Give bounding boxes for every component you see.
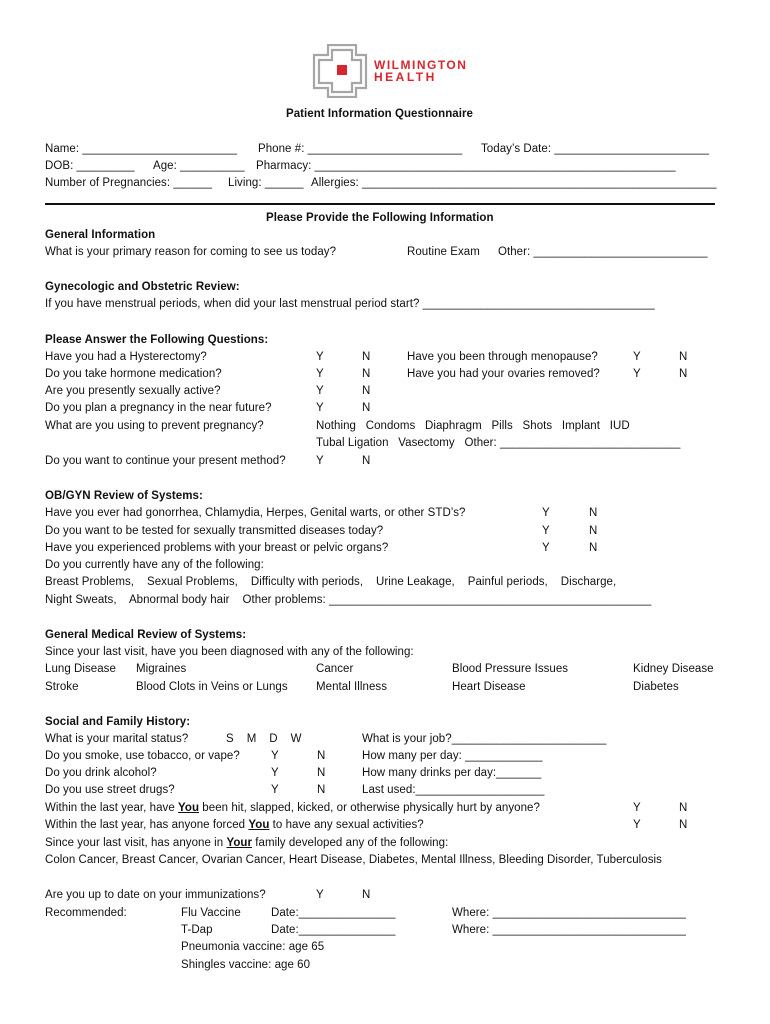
forced-you: You bbox=[248, 819, 270, 831]
gyn-heading: Gynecologic and Obstetric Review: bbox=[45, 281, 240, 293]
wilmington-health-logo bbox=[300, 44, 476, 98]
marital-question: What is your marital status? bbox=[45, 733, 189, 745]
family-your: Your bbox=[226, 837, 253, 849]
medical-heading: General Medical Review of Systems: bbox=[45, 629, 247, 641]
contraception-options-2[interactable]: Tubal Ligation Vasectomy Other: ____________________________ bbox=[316, 437, 681, 449]
physical-hurt-yes[interactable]: Y bbox=[633, 802, 641, 814]
symptoms-list[interactable]: Breast Problems, Sexual Problems, Difficulty with periods, Urine Leakage, Painful periods, Discharge, bbox=[45, 576, 617, 588]
name-field[interactable]: Name: ________________________ bbox=[45, 143, 238, 155]
marital-options[interactable]: S M D W bbox=[226, 733, 302, 745]
page-title: Patient Information Questionnaire bbox=[286, 108, 473, 120]
ovaries-no[interactable]: N bbox=[679, 368, 688, 380]
physical-hurt-you: You bbox=[178, 802, 200, 814]
prevention-question: What are you using to prevent pregnancy? bbox=[45, 420, 264, 432]
condition-mental-illness[interactable]: Mental Illness bbox=[316, 681, 388, 693]
continue-method-no[interactable]: N bbox=[362, 455, 371, 467]
age-field[interactable]: Age: __________ bbox=[153, 160, 245, 172]
immunization-yes[interactable]: Y bbox=[316, 889, 324, 901]
answer-heading: Please Answer the Following Questions: bbox=[45, 334, 269, 346]
breast-pelvic-question: Have you experienced problems with your breast or pelvic organs? bbox=[45, 542, 389, 554]
drugs-no[interactable]: N bbox=[317, 784, 326, 796]
std-test-no[interactable]: N bbox=[589, 525, 598, 537]
physical-hurt-question bbox=[45, 801, 540, 815]
std-test-yes[interactable]: Y bbox=[542, 525, 550, 537]
ovaries-question: Have you had your ovaries removed? bbox=[407, 368, 600, 380]
logo-line1: WILMINGTON bbox=[374, 58, 468, 72]
forced-text-a: Within the last year, has anyone forced bbox=[45, 819, 249, 831]
forced-activity-no[interactable]: N bbox=[679, 819, 688, 831]
smoke-no[interactable]: N bbox=[317, 750, 326, 762]
alcohol-yes[interactable]: Y bbox=[271, 767, 279, 779]
condition-migraines[interactable]: Migraines bbox=[136, 663, 187, 675]
forced-text-b: to have any sexual activities? bbox=[269, 819, 424, 831]
drugs-yes[interactable]: Y bbox=[271, 784, 279, 796]
tdap-label: T-Dap bbox=[181, 924, 213, 936]
symptoms-list-2[interactable]: Night Sweats, Abnormal body hair Other problems: __________________________________________________ bbox=[45, 594, 652, 606]
forced-activity-yes[interactable]: Y bbox=[633, 819, 641, 831]
condition-lung-disease[interactable]: Lung Disease bbox=[45, 663, 116, 675]
section-header: Please Provide the Following Information bbox=[266, 212, 494, 224]
family-text-a: Since your last visit, has anyone in bbox=[45, 837, 227, 849]
allergies-field[interactable]: Allergies: _______________________________________________________ bbox=[311, 177, 717, 189]
drugs-question: Do you use street drugs? bbox=[45, 784, 175, 796]
menstrual-question[interactable]: If you have menstrual periods, when did your last menstrual period start? ____________________________________ bbox=[45, 298, 655, 310]
immunization-no[interactable]: N bbox=[362, 889, 371, 901]
flu-vaccine-label: Flu Vaccine bbox=[181, 907, 241, 919]
physical-hurt-text-a: Within the last year, have bbox=[45, 802, 179, 814]
hormone-no[interactable]: N bbox=[362, 368, 371, 380]
breast-pelvic-yes[interactable]: Y bbox=[542, 542, 550, 554]
reason-other-field[interactable]: Other: ___________________________ bbox=[498, 246, 708, 258]
family-history-question bbox=[45, 836, 448, 850]
alcohol-question: Do you drink alcohol? bbox=[45, 767, 157, 779]
pregnancy-plan-question: Do you plan a pregnancy in the near future? bbox=[45, 402, 272, 414]
condition-stroke[interactable]: Stroke bbox=[45, 681, 79, 693]
flu-date-field[interactable]: Date:_______________ bbox=[271, 907, 396, 919]
social-heading: Social and Family History: bbox=[45, 716, 191, 728]
smoke-question: Do you smoke, use tobacco, or vape? bbox=[45, 750, 240, 762]
immunization-question: Are you up to date on your immunizations? bbox=[45, 889, 266, 901]
per-day-field[interactable]: How many per day: ____________ bbox=[362, 750, 543, 762]
phone-field[interactable]: Phone #: ________________________ bbox=[258, 143, 463, 155]
std-history-yes[interactable]: Y bbox=[542, 507, 550, 519]
current-symptoms-question: Do you currently have any of the following: bbox=[45, 559, 264, 571]
std-history-no[interactable]: N bbox=[589, 507, 598, 519]
job-field[interactable]: What is your job?________________________ bbox=[362, 733, 607, 745]
family-history-list[interactable]: Colon Cancer, Breast Cancer, Ovarian Cancer, Heart Disease, Diabetes, Mental Illness, Bleeding Disorder, Tuberculosis bbox=[45, 854, 662, 866]
reason-question: What is your primary reason for coming to see us today? bbox=[45, 246, 337, 258]
contraception-options[interactable]: Nothing Condoms Diaphragm Pills Shots Implant IUD bbox=[316, 420, 630, 432]
drinks-per-day-field[interactable]: How many drinks per day:_______ bbox=[362, 767, 542, 779]
general-heading: General Information bbox=[45, 229, 156, 241]
menopause-yes[interactable]: Y bbox=[633, 351, 641, 363]
std-test-question: Do you want to be tested for sexually transmitted diseases today? bbox=[45, 525, 384, 537]
tdap-where-field[interactable]: Where: ______________________________ bbox=[452, 924, 686, 936]
pregnancies-field[interactable]: Number of Pregnancies: ______ bbox=[45, 177, 213, 189]
smoke-yes[interactable]: Y bbox=[271, 750, 279, 762]
physical-hurt-no[interactable]: N bbox=[679, 802, 688, 814]
recommended-label: Recommended: bbox=[45, 907, 127, 919]
hormone-yes[interactable]: Y bbox=[316, 368, 324, 380]
sexually-active-yes[interactable]: Y bbox=[316, 385, 324, 397]
living-field[interactable]: Living: ______ bbox=[228, 177, 304, 189]
tdap-date-field[interactable]: Date:_______________ bbox=[271, 924, 396, 936]
pneumonia-vaccine-label: Pneumonia vaccine: age 65 bbox=[181, 941, 325, 953]
hormone-question: Do you take hormone medication? bbox=[45, 368, 222, 380]
continue-method-yes[interactable]: Y bbox=[316, 455, 324, 467]
sexually-active-no[interactable]: N bbox=[362, 385, 371, 397]
shingles-vaccine-label: Shingles vaccine: age 60 bbox=[181, 959, 311, 971]
physical-hurt-text-b: been hit, slapped, kicked, or otherwise physically hurt by anyone? bbox=[199, 802, 540, 814]
condition-heart-disease[interactable]: Heart Disease bbox=[452, 681, 526, 693]
menopause-no[interactable]: N bbox=[679, 351, 688, 363]
todays-date-field[interactable]: Today’s Date: ________________________ bbox=[481, 143, 710, 155]
pregnancy-plan-no[interactable]: N bbox=[362, 402, 371, 414]
std-history-question: Have you ever had gonorrhea, Chlamydia, Herpes, Genital warts, or other STD’s? bbox=[45, 507, 466, 519]
ovaries-yes[interactable]: Y bbox=[633, 368, 641, 380]
sexually-active-question: Are you presently sexually active? bbox=[45, 385, 221, 397]
continue-method-question: Do you want to continue your present method? bbox=[45, 455, 286, 467]
hysterectomy-question: Have you had a Hysterectomy? bbox=[45, 351, 207, 363]
hysterectomy-no[interactable]: N bbox=[362, 351, 371, 363]
condition-cancer[interactable]: Cancer bbox=[316, 663, 354, 675]
menopause-question: Have you been through menopause? bbox=[407, 351, 598, 363]
obgyn-heading: OB/GYN Review of Systems: bbox=[45, 490, 203, 502]
condition-kidney-disease[interactable]: Kidney Disease bbox=[633, 663, 714, 675]
logo-line2: HEALTH bbox=[374, 70, 437, 84]
medical-intro: Since your last visit, have you been diagnosed with any of the following: bbox=[45, 646, 414, 658]
flu-where-field[interactable]: Where: ______________________________ bbox=[452, 907, 686, 919]
breast-pelvic-no[interactable]: N bbox=[589, 542, 598, 554]
pharmacy-field[interactable]: Pharmacy: ________________________________________________________ bbox=[256, 160, 676, 172]
section-divider bbox=[45, 203, 715, 205]
hysterectomy-yes[interactable]: Y bbox=[316, 351, 324, 363]
condition-blood-clots[interactable]: Blood Clots in Veins or Lungs bbox=[136, 681, 288, 693]
condition-diabetes[interactable]: Diabetes bbox=[633, 681, 679, 693]
routine-exam-option[interactable]: Routine Exam bbox=[407, 246, 480, 258]
last-used-field[interactable]: Last used:____________________ bbox=[362, 784, 545, 796]
family-text-b: family developed any of the following: bbox=[252, 837, 449, 849]
dob-field[interactable]: DOB: _________ bbox=[45, 160, 135, 172]
condition-blood-pressure[interactable]: Blood Pressure Issues bbox=[452, 663, 569, 675]
pregnancy-plan-yes[interactable]: Y bbox=[316, 402, 324, 414]
alcohol-no[interactable]: N bbox=[317, 767, 326, 779]
forced-activity-question bbox=[45, 818, 424, 832]
